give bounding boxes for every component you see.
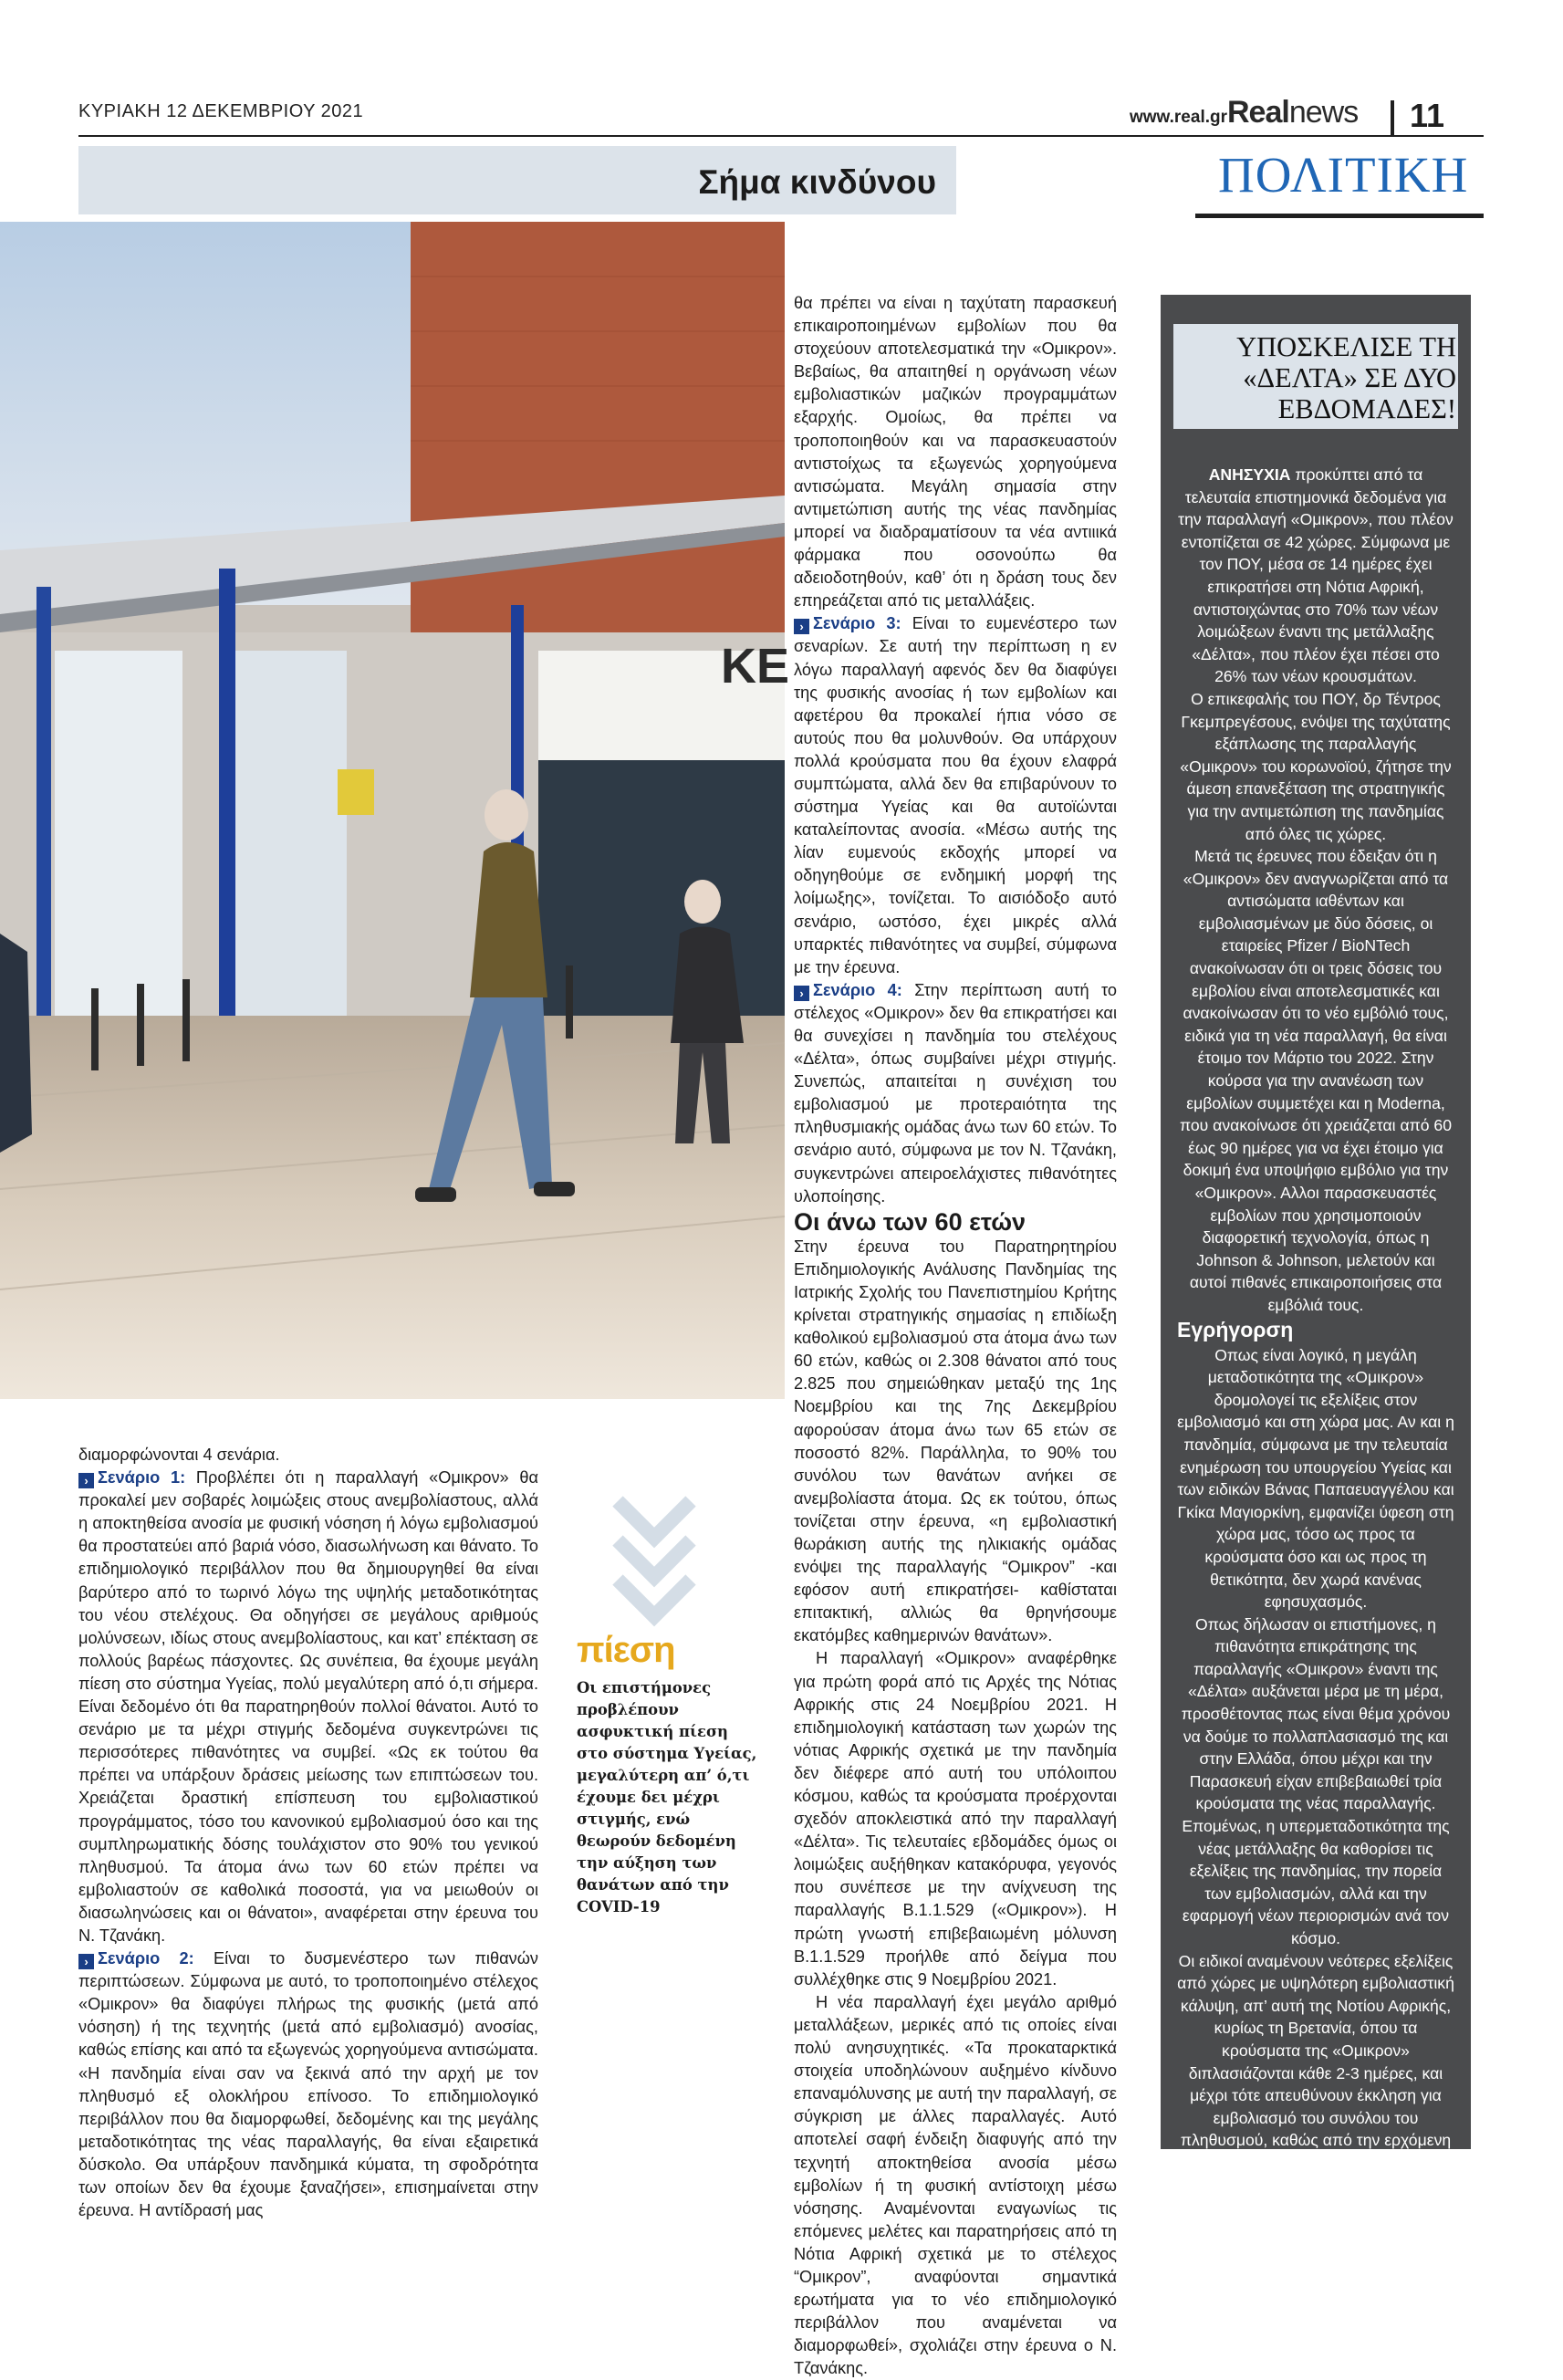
chevron-right-icon: ›: [794, 986, 809, 1001]
paragraph: Στην έρευνα του Παρατηρητηρίου Επιδημιολογικής Ανάλυσης Πανδημίας της Ιατρικής Σχολής του Πανεπιστημίου Κρήτης κρίνεται στρατηγικής σημασίας η επιδίωξη καθολικού εμβολιασμού στα άτομα άνω των 60 ετών, καθώς οι 2.308 θάνατοι από τους 2.825 που σημειώθηκαν μεταξύ της 1ης Νοεμβρίου και της 7ης Δεκεμβρίου αφορούσαν άτομα άνω των 65 ετών σε ποσοστό 82%. Παράλληλα, το 90% του συνόλου των θανάτων ανήκει σε ανεμβολίαστα άτομα. Ως εκ τούτου, όπως τονίζεται στην έρευνα, «η εμβολιαστική θωράκιση αυτής της ηλικιακής ομάδας ενόψει της παραλλαγής “Ομικρον” -και εφόσον αυτή επικρατήσει- καθίσταται επιτακτική, αλλιώς θα θρηνήσουμε εκατόμβες καθημερινών θανάτων».: [794, 1237, 1117, 1645]
street-photo: [0, 222, 790, 1399]
pull-quote: Οι επιστήμονες προβλέπουν ασφυκτική πίεση στο σύστημα Υγείας, μεγαλύτερη απ’ ό,τι έχουμε δει μέχρι στιγμής, ενώ θεωρούν δεδομένη την αύξηση των θανάτων από την COVID-19: [577, 1679, 757, 1915]
paragraph: Η νέα παραλλαγή έχει μεγάλο αριθμό μεταλλάξεων, μερικές από τις οποίες είναι πολύ ανησυχητικές. «Τα προκαταρκτικά στοιχεία υποδηλώνουν αυξημένο κίνδυνο επαναμόλυνσης με αυτή την παραλλαγή, σε σύγκριση με άλλες παραλλαγές. Αυτό αποτελεί σαφή ένδειξη διαφυγής από την τεχνητή αποκτηθείσα ανοσία μέσω εμβολίων ή τη φυσική αντίστοιχη μέσω νόσησης. Αναμένονται εναγωνίως τις επόμενες μελέτες και παρατηρήσεις από τη Νότια Αφρική σχετικά με το στέλεχος “Ομικρον”, αναφύονται σημαντικά ερωτήματα για το νέο επιδημιολογικό περιβάλλον που αναμένεται να διαμορφωθεί», σχολιάζει στην έρευνα ο Ν. Τζανάκης.: [794, 1992, 1117, 2378]
scenario-1: [78, 1467, 538, 1947]
shop-sign: KE: [721, 639, 790, 694]
scenario-text: Προβλέπει ότι η παραλλαγή «Ομικρον» θα προκαλεί μεν σοβαρές λοιμώξεις στους ανεμβολίαστους, αλλά η αποκτηθείσα ανοσία με φυσική νόσηση ή λόγω εμβολιασμού θα προστατεύει από βαριά νόσο, διασωλήνωση και θάνατο. Το επιδημιολογικό περιβάλλον που θα δημιουργηθεί θα είναι βαρύτερο από το τωρινό λόγω της υψηλής μεταδοτικότητας του νέου στελέχους. Θα οδηγήσει σε μεγάλους αριθμούς μολύνσεων, ιδίως στους ανεμβολίαστους, και κατ’ επέκταση σε πολλούς βαρέως πάσχοντες. Ως συνέπεια, θα έχουμε μεγάλη πίεση στο σύστημα Υγείας, πολύ μεγαλύτερη από ό,τι σήμερα. Είναι δεδομένο ότι θα παρατηρηθούν πολλοί θάνατοι. Αυτό το σενάριο με τα μέχρι στιγμής δεδομένα συγκεντρώνει τις περισσότερες πιθανότητες να συμβεί. «Ως εκ τούτου θα πρέπει να υπάρξουν δράσεις μείωσης των επιπτώσεων του. Χρειάζεται δραστική επίσπευση του εμβολιαστικού προγράμματος, τόσο του κανονικού εμβολιασμού όσο και της συμπληρωματικής δόσης τουλάχιστον στο 90% του γενικού πληθυσμού. Τα άτομα άνω των 60 ετών πρέπει να εμβολιαστούν σε καθολικά ποσοστά, για να μειωθούν οι διασωληνώσεις και οι θάνατοι», αναφέρεται στην έρευνα του Ν. Τζανάκη.: [78, 1468, 538, 1945]
sidebar-body: [1177, 464, 1454, 2219]
scenario-label: Σενάριο 1:: [98, 1468, 186, 1488]
page-number: 11: [1410, 97, 1445, 134]
article-column-1: [78, 1444, 538, 2222]
scenario-text: Στην περίπτωση αυτή το στέλεχος «Ομικρον» δεν θα επικρατήσει και θα συνεχίσει η πανδημία του στελέχους «Δέλτα», όπως συμβαίνει μέχρι στιγμής. Συνεπώς, απαιτείται η συνέχιση του εμβολιασμού με προτεραιότητα της πληθυσμιακής ομάδας άνω των 60 ετών. Το σενάριο αυτό, σύμφωνα με τον Ν. Τζανάκη, συγκεντρώνει απειροελάχιστες πιθανότητες υλοποίησης.: [794, 980, 1118, 1206]
chevron-right-icon: ›: [794, 619, 809, 634]
scenario-text: Είναι το δυσμενέστερο των πιθανών περιπτώσεων. Σύμφωνα με αυτό, το τροποποιημένο στέλεχος «Ομικρον» θα διαφύγει πλήρως της φυσικής (μετά από νόσηση) ή της τεχνητής (μετά από εμβολιασμό) ανοσίας, καθώς επίσης και από τα εξωγενώς χορηγούμενα αντισώματα. «Η πανδημία είναι σαν να ξεκινά από την αρχή με τον πληθυσμό εξ ολοκλήρου επίνοσο. Το επιδημιολογικό περιβάλλον που θα διαμορφωθεί, δεδομένης και της μεγάλης μεταδοτικότητας της νέας παραλλαγής, θα είναι εξαιρετικά δύσκολο. Θα υπάρξουν πανδημικά κύματα, τη σφοδρότητα των οποίων δεν θα έχουμε ξαναζήσει», επισημαίνεται στην έρευνα. Η αντίδρασή μας: [78, 1949, 538, 2220]
paragraph: Η παραλλαγή «Ομικρον» αναφέρθηκε για πρώτη φορά από τις Αρχές της Νότιας Αφρικής στις 24 Νοεμβρίου 2021. Η επιδημιολογική κατάσταση των χωρών της νότιας Αφρικής σχετικά με την πανδημία δεν διέφερε από αυτή του υπόλοιπου κόσμου, καθώς τα κρούσματα προέρχονται σχεδόν αποκλειστικά από την παραλλαγή «Δέλτα». Τις τελευταίες εβδομάδες όμως οι λοιμώξεις αυξήθηκαν κατακόρυφα, γεγονός που συνέπεσε με την ανίχνευση της παραλλαγής Β.1.1.529 («Ομικρον»). Η πρώτη γνωστή επιβεβαιωμένη μόλυνση Β.1.1.529 προήλθε από δείγμα που συλλέχθηκε στις 9 Νοεμβρίου 2021.: [794, 1649, 1117, 1989]
sidebar-paragraph: [1177, 464, 1454, 688]
sidebar-paragraph: Οπως είναι λογικό, η μεγάλη μεταδοτικότητα της «Ομικρον» δρομολογεί τις εξελίξεις στον εμβολιασμό και στη χώρα μας. Αν και η πανδημία, σύμφωνα με την τελευταία ενημέρωση του υπουργείου Υγείας και των ειδικών Βάνας Παπαευαγγέλου και Γκίκα Μαγιορκίνη, εμφανίζει ύφεση στη χώρα μας, τόσο ως προς τα κρούσματα όσο και ως προς τη θετικότητα, δεν χωρά κανένας εφησυχασμός.: [1177, 1345, 1454, 1612]
kicker-band: [78, 146, 956, 214]
paragraph: θα πρέπει να είναι η ταχύτατη παρασκευή επικαιροποιημένων εμβολίων που θα στοχεύουν αποτελεσματικά την «Ομικρον». Βεβαίως, θα απαιτηθεί η οργάνωση νέων εμβολιαστικών μαζικών προγραμμάτων εξαρχής. Ομοίως, θα πρέπει να τροποποιηθούν και να παρασκευαστούν αντιστοίχως τα εξωγενώς χορηγούμενα αντισώματα. Μεγάλη σημασία στην αντιμετώπιση αυτής της νέας πανδημίας μπορεί να διαδραματίσουν τα νέα αντιιικά φάρμακα που οσονούπω θα αδειοδοτηθούν, καθ’ ότι η δράση τους δεν επηρεάζεται από τις μεταλλάξεις.: [794, 294, 1117, 611]
scenario-label: Σενάριο 2:: [98, 1949, 194, 1968]
paragraph: διαμορφώνονται 4 σενάρια.: [78, 1446, 280, 1464]
chevron-right-icon: ›: [78, 1954, 94, 1969]
chevron-right-icon: ›: [78, 1473, 94, 1488]
sidebar-subheading: Εγρήγορση: [1177, 1317, 1294, 1341]
sidebar-lead-word: ΑΝΗΣΥΧΙΑ: [1208, 465, 1291, 484]
section-title: ΠΟΛΙΤΙΚΗ: [1218, 147, 1469, 203]
scenario-2: [78, 1947, 538, 2222]
site-url[interactable]: www.real.gr: [1130, 108, 1227, 127]
article-kicker: Σήμα κινδύνου: [698, 163, 936, 201]
quote-keyword: πίεση: [577, 1630, 675, 1670]
sidebar-lead-text: προκύπτει από τα τελευταία επιστημονικά δεδομένα για την παραλλαγή «Ομικρον», που πλέον εντοπίζεται σε 42 χώρες. Σύμφωνα με τον ΠΟΥ, μέσα σε 14 ημέρες έχει επικρατήσει στη Νότια Αφρική, αντιστοιχώντας στο 70% των νέων λοιμώξεων έναντι της μετάλλαξης «Δέλτα», που πλέον έχει πέσει στο 26% των νέων κρουσμάτων.: [1178, 465, 1454, 686]
section-rule: [1195, 214, 1484, 218]
brand-logo: [1227, 95, 1358, 130]
scenario-label: Σενάριο 4:: [813, 980, 902, 999]
street-photo-illustration: [0, 222, 790, 1399]
sidebar-paragraph: Μετά τις έρευνες που έδειξαν ότι η «Ομικρον» δεν αναγνωρίζεται από τα αντισώματα ιαθέντων και εμβολιασμένων με δύο δόσεις, οι εταιρείες Pfizer / BioNTech ανακοίνωσαν ότι οι τρεις δόσεις του εμβολίου είναι αποτελεσματικές και ανακοίνωσαν ότι το νέο εμβόλιό τους, ειδικά για τη νέα παραλλαγή, θα είναι έτοιμο τον Μάρτιο του 2022. Στην κούρσα για την ανανέωση των εμβολίων συμμετέχει και η Moderna, που ανακοίνωσε ότι χρειάζεται από 60 έως 90 ημέρες για να έχει έτοιμο για δοκιμή ένα υποψήφιο εμβόλιο για την «Ομικρον». Αλλοι παρασκευαστές εμβολίων που χρησιμοποιούν διαφορετική τεχνολογία, όπως η Johnson & Johnson, μελετούν και αυτοί πιθανές επικαιροποιήσεις στα εμβόλιά τους.: [1180, 847, 1452, 1314]
scenario-text: Είναι το ευμενέστερο των σεναρίων. Σε αυτή την περίπτωση η εν λόγω παραλλαγή αφενός δεν θα διαφύγει της φυσικής ανοσίας ή των εμβολίων και αφετέρου θα προκαλεί ήπια νόσο σε αυτούς που θα μολυνθούν. Θα υπάρχουν πολλά κρούσματα που θα έχουν ελαφρά συμπτώματα, αλλά δεν θα επιβαρύνουν το σύστημα Υγείας και θα αυτοϊώνται καταλείποντας ανοσία. «Μέσω αυτής της λίαν ευμενούς εκδοχής μπορεί να οδηγηθούμε σε ενδημική μορφή της λοίμωξης», τονίζεται. Το αισιόδοξο αυτό σενάριο, ωστόσο, έχει μικρές αλλά υπαρκτές πιθανότητες να συμβεί, σύμφωνα με την έρευνα.: [794, 614, 1117, 976]
sidebar-headline: ΥΠΟΣΚΕΛΙΣΕ ΤΗ «ΔΕΛΤΑ» ΣΕ ΔΥΟ ΕΒΔΟΜΑΔΕΣ!: [1236, 331, 1456, 424]
brand-bold: Real: [1227, 95, 1289, 130]
sidebar-paragraph: Ο επικεφαλής του ΠΟΥ, δρ Τέντρος Γκεμπρεγέσους, ενόψει της ταχύτατης εξάπλωσης της παραλλαγής «Ομικρον» του κορωνοϊού, ζήτησε την άμεση επανεξέταση της στρατηγικής για την αντιμετώπιση της πανδημίας από όλες τις χώρες.: [1180, 689, 1452, 843]
header-separator: [1391, 100, 1394, 137]
sidebar-paragraph: Οι ειδικοί αναμένουν νεότερες εξελίξεις από χώρες με υψηλότερη εμβολιαστική κάλυψη, απ’ αυτή της Νοτίου Αφρικής, κυρίως τη Βρετανία, όπου τα κρούσματα της «Ομικρον» διπλασιάζονται κάθε 2-3 ημέρες, και μέχρι τότε απευθύνουν έκκληση για εμβολιασμό του συνόλου του πληθυσμού, καθώς από την ερχόμενη Τετάρτη αναμένεται να ξεκινήσει η χορήγηση του εμβολίου και στα παιδιά ηλικίας 5-11 ετών.: [1177, 1951, 1454, 2218]
header-rule: [78, 135, 1484, 137]
brand-light: news: [1288, 95, 1359, 130]
scenario-4: [794, 979, 1117, 1208]
subheading: Οι άνω των 60 ετών: [794, 1207, 1026, 1236]
scenario-3: [794, 612, 1117, 979]
scenario-label: Σενάριο 3:: [813, 614, 901, 633]
article-column-2: [794, 292, 1117, 2380]
chevron-down-icon: [613, 1497, 695, 1624]
issue-date: ΚΥΡΙΑΚΗ 12 ΔΕΚΕΜΒΡΙΟΥ 2021: [78, 101, 364, 121]
sidebar-paragraph: Οπως δήλωσαν οι επιστήμονες, η πιθανότητα επικράτησης της παραλλαγής «Ομικρον» έναντι της «Δέλτα» αυξάνεται μέρα με τη μέρα, προσθέτοντας πως είναι θέμα χρόνου να δούμε το πολλαπλασιασμό της και στην Ελλάδα, όπου μέχρι και την Παρασκευή είχαν επιβεβαιωθεί τρία κρούσματα της νέας παραλλαγής. Επομένως, η υπερμεταδοτικότητα της νέας μετάλλαξης θα καθορίσει τις εξελίξεις της πανδημίας, την πορεία των εμβολιασμών, αλλά και την εφαρμογή νέων περιορισμών ανά τον κόσμο.: [1181, 1614, 1451, 1947]
